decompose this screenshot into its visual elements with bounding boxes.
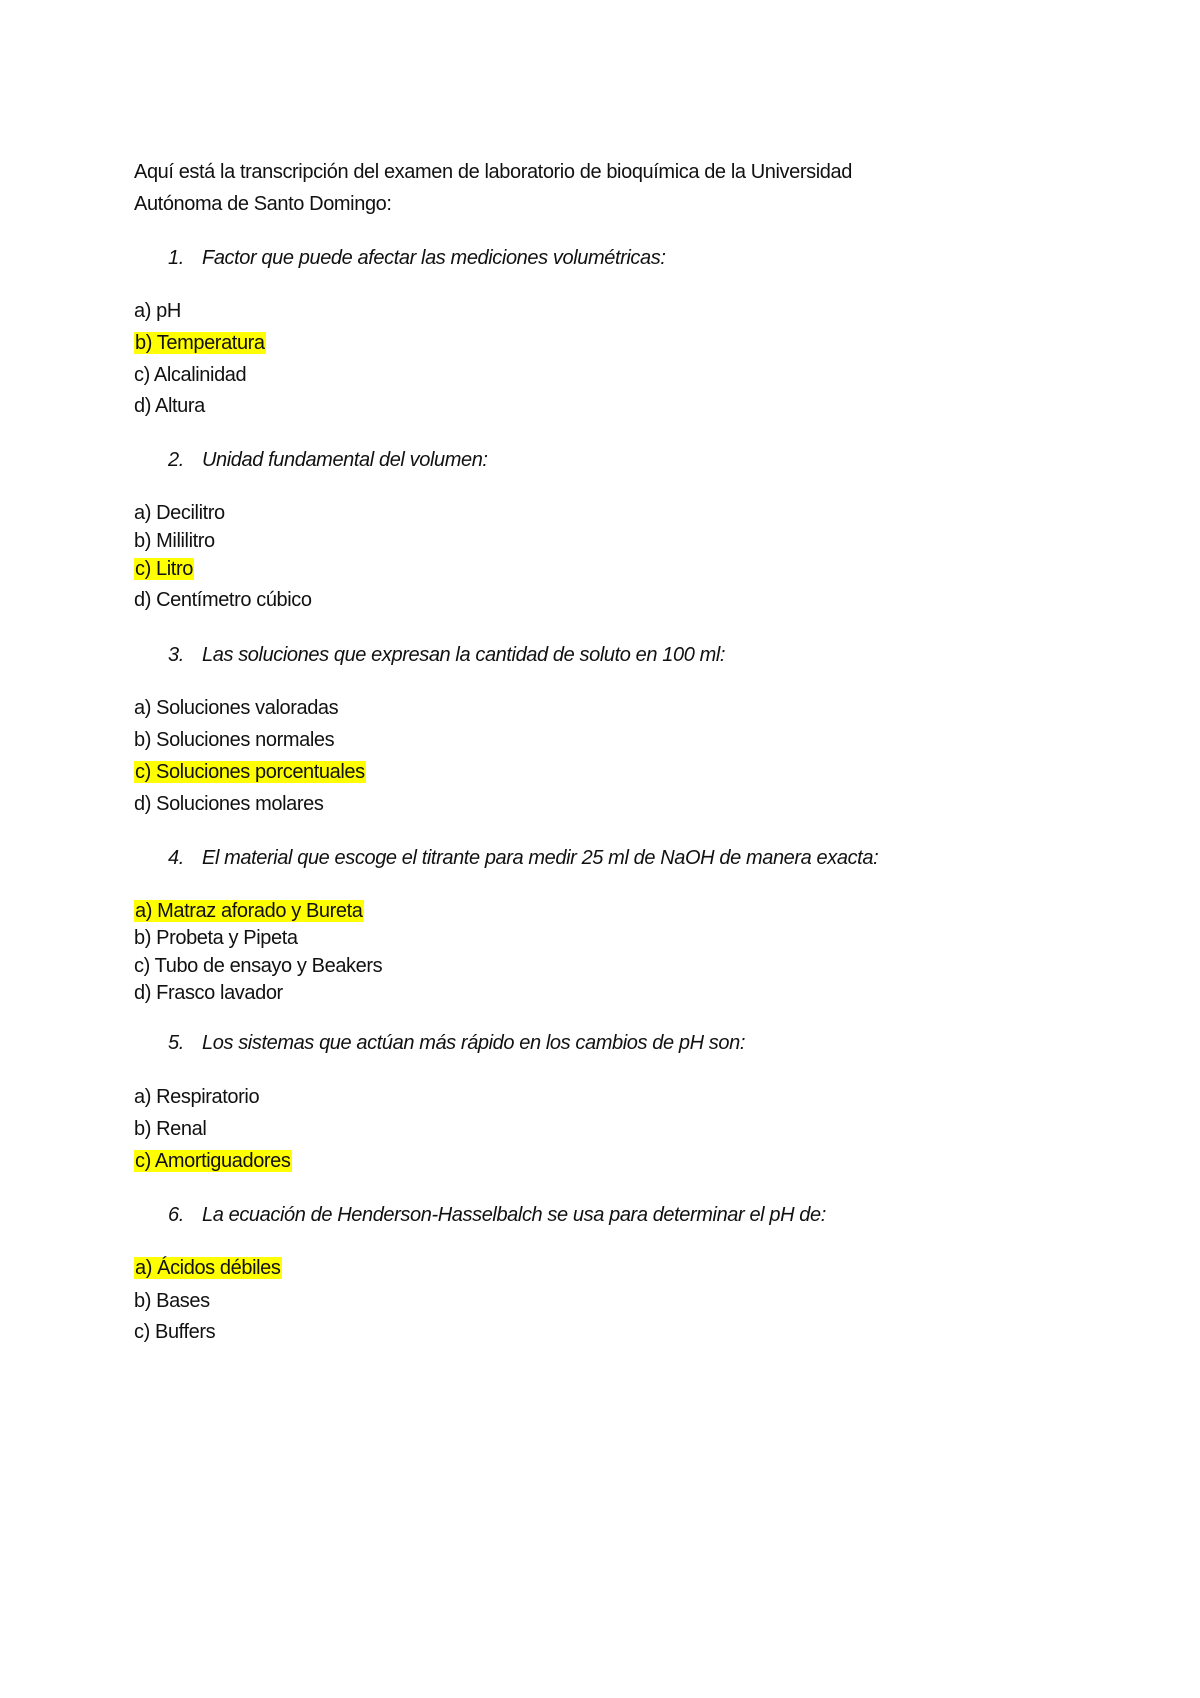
option-label-highlighted: a) Matraz aforado y Bureta: [135, 900, 363, 922]
option-label: b) Soluciones normales: [134, 729, 335, 751]
option-label-highlighted: c) Litro: [135, 558, 193, 580]
option-4d: [134, 980, 283, 1006]
question-number: 4.: [168, 847, 184, 869]
question-number: 3.: [168, 644, 184, 666]
question-text: El material que escoge el titrante para medir 25 ml de NaOH de manera exacta:: [202, 847, 879, 869]
question-2: [168, 447, 488, 473]
option-6b: [134, 1288, 210, 1314]
option-5a: [134, 1084, 259, 1110]
option-1d: [134, 393, 205, 419]
option-label: b) Mililitro: [134, 530, 215, 552]
option-label: d) Soluciones molares: [134, 793, 324, 815]
option-4a: [134, 898, 364, 924]
option-label: b) Renal: [134, 1118, 207, 1140]
option-1c: [134, 362, 246, 388]
intro-line-1: Aquí está la transcripción del examen de laboratorio de bioquímica de la Universidad: [134, 161, 852, 183]
option-3b: [134, 727, 334, 753]
question-number: 5.: [168, 1032, 184, 1054]
option-label: c) Buffers: [134, 1321, 216, 1343]
option-4c: [134, 953, 382, 979]
option-6c: [134, 1319, 215, 1345]
question-text: Factor que puede afectar las mediciones volumétricas:: [202, 247, 666, 269]
option-2a: [134, 500, 225, 526]
option-label-highlighted: a) Ácidos débiles: [135, 1257, 281, 1279]
option-3a: [134, 695, 338, 721]
question-text: Las soluciones que expresan la cantidad de soluto en 100 ml:: [202, 644, 726, 666]
question-number: 2.: [168, 449, 184, 471]
option-label: c) Tubo de ensayo y Beakers: [134, 955, 383, 977]
question-text: La ecuación de Henderson-Hasselbalch se usa para determinar el pH de:: [202, 1204, 826, 1226]
option-5b: [134, 1116, 206, 1142]
option-label-highlighted: b) Temperatura: [135, 332, 265, 354]
option-label: b) Probeta y Pipeta: [134, 927, 298, 949]
option-3c: [134, 759, 366, 785]
option-label: d) Altura: [134, 395, 205, 417]
question-5: [168, 1030, 745, 1056]
option-1b: [134, 330, 266, 356]
option-2c: [134, 556, 194, 582]
question-text: Unidad fundamental del volumen:: [202, 449, 488, 471]
question-number: 1.: [168, 247, 184, 269]
option-label: c) Alcalinidad: [134, 364, 247, 386]
option-label: b) Bases: [134, 1290, 210, 1312]
option-6a: [134, 1255, 282, 1281]
option-2b: [134, 528, 215, 554]
question-text: Los sistemas que actúan más rápido en los cambios de pH son:: [202, 1032, 745, 1054]
option-label: a) Respiratorio: [134, 1086, 260, 1108]
option-label: a) Decilitro: [134, 502, 225, 524]
option-3d: [134, 791, 323, 817]
option-4b: [134, 925, 298, 951]
option-1a: [134, 298, 181, 324]
intro-line-2: Autónoma de Santo Domingo:: [134, 193, 392, 215]
option-label: a) Soluciones valoradas: [134, 697, 339, 719]
option-label: d) Frasco lavador: [134, 982, 283, 1004]
option-2d: [134, 587, 312, 613]
question-6: [168, 1202, 826, 1228]
option-label-highlighted: c) Soluciones porcentuales: [135, 761, 365, 783]
option-5c: [134, 1148, 292, 1174]
question-3: [168, 642, 725, 668]
option-label-highlighted: c) Amortiguadores: [135, 1150, 291, 1172]
option-label: a) pH: [134, 300, 181, 322]
option-label: d) Centímetro cúbico: [134, 589, 312, 611]
question-number: 6.: [168, 1204, 184, 1226]
question-4: [168, 845, 878, 871]
question-1: [168, 245, 666, 271]
